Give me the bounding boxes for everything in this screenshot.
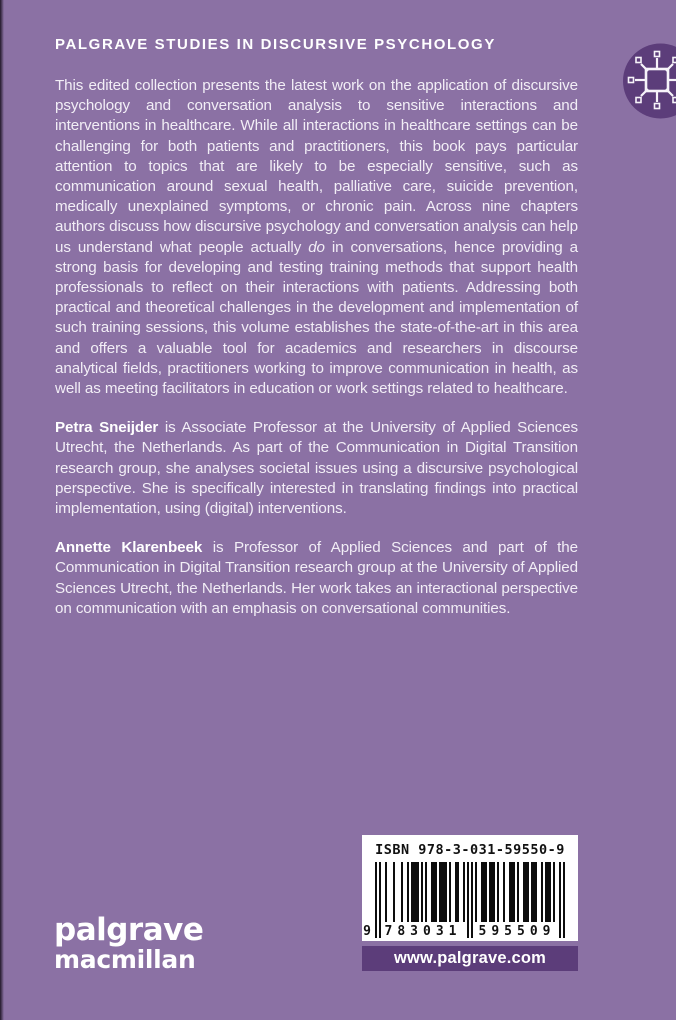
author-name: Petra Sneijder [55,419,159,437]
author-name: Annette Klarenbeek [55,539,203,557]
description-part2: in conversations, hence providing a strong basis for developing and testing training methods that support health professionals to reflect on their interactions with patients. Addressing both practical and theoretical challenges in the development and implementation of such training sessions, this volume establishes the state-of-the-art in this area and offers a valuable tool for academics and researchers in discourse analytical fields, practitioners working to improve communication in health, as well as meeting facilitators in education or work settings related to healthcare. [55,238,578,398]
isbn-barcode-block [362,835,578,941]
text-column [55,36,578,619]
author-bio [55,538,578,619]
author-bio-text: is Professor of Applied Sciences and part of the Communication in Digital Transition research group at the University of Applied Sciences Utrecht, the Netherlands. Her work takes an interactional perspective on communication with an emphasis on conversational communities. [55,539,578,617]
barcode-digit-group2: 595509 [476,924,558,940]
barcode-module [563,862,565,938]
barcode [363,862,565,940]
isbn-label: ISBN 978-3-031-59550-9 [375,842,565,858]
book-description [55,76,578,399]
series-title: PALGRAVE STUDIES IN DISCURSIVE PSYCHOLOGY [55,36,496,53]
publisher-logo [54,913,203,973]
series-logo [623,43,676,119]
barcode-digit-group1: 783031 [382,924,464,940]
network-square-icon [623,43,676,119]
description-part1: This edited collection presents the latest work on the application of discursive psychology and conversation analysis to sensitive interactions and interventions in healthcare. While all interactions in healthcare settings can be challenging for both patients and practitioners, this book pays particular attention to topics that are likely to be especially sensitive, such as communication around sexual health, palliative care, suicide prevention, medically unexplained symptoms, or chronic pain. Across nine chapters authors discuss how discursive psychology and conversation analysis can help us understand what people actually [55,77,578,256]
author-bio [55,418,578,519]
spine-shadow [0,0,4,1020]
publisher-logo-palgrave: palgrave [54,912,204,948]
author-bio-text: is Associate Professor at the University of Applied Sciences Utrecht, the Netherlands. As part of the Communication in Digital Transition research group, she analyses societal issues using a discursive psychological perspective. She is specifically interested in translating findings into practical implementation, using (digital) interventions. [55,419,578,518]
publisher-logo-macmillan: macmillan [54,945,196,974]
description-italic-word: do [308,238,325,256]
barcode-digit-lead: 9 [363,924,371,939]
publisher-website: www.palgrave.com [362,946,578,971]
